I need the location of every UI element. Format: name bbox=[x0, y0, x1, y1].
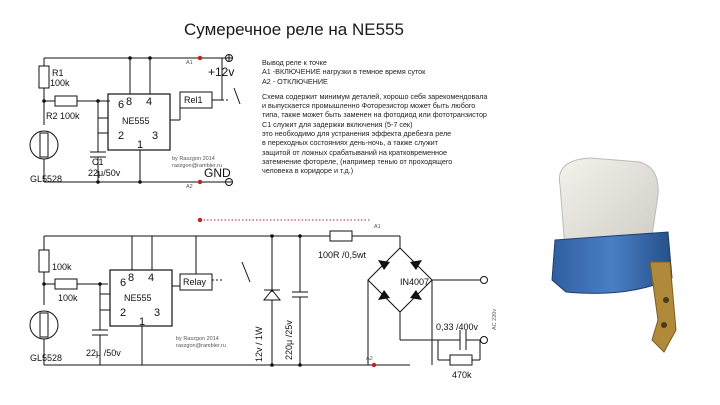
note-line: это необходимо для устранения эффекта дребезга реле bbox=[262, 129, 452, 139]
pin-label: 3 bbox=[154, 307, 161, 319]
note-line: A1 -ВКЛЮЧЕНИЕ нагрузки в темное время суток bbox=[262, 67, 426, 77]
a1-label-bottom: A1 bbox=[374, 224, 381, 230]
pin-label: 6 bbox=[118, 99, 125, 111]
note-line: C1 служит для задержки включения (5-7 сек) bbox=[262, 119, 413, 129]
credit-top-1: by Raszgon 2014 bbox=[172, 156, 215, 162]
pin-label: 8 bbox=[128, 272, 135, 284]
pin-label: 2 bbox=[118, 130, 125, 142]
res-100r-label: 100R /0,5wt bbox=[318, 250, 367, 260]
a1-label-top: A1 bbox=[186, 60, 193, 66]
gnd-label: GND bbox=[204, 166, 231, 180]
credit-bottom-1: by Raszgon 2014 bbox=[176, 336, 219, 342]
note-line: A2 - ОТКЛЮЧЕНИЕ bbox=[262, 76, 328, 86]
c1-label: C1 bbox=[92, 157, 104, 167]
note-line: и выпускается промышленно Фоторезистор может быть любого bbox=[262, 101, 476, 111]
photo-label-bottom: GL5528 bbox=[30, 353, 63, 363]
c1-value: 22μ/50v bbox=[88, 168, 121, 178]
r1-label: R1 bbox=[52, 68, 64, 78]
chip-name-top: NE555 bbox=[122, 116, 150, 126]
credit-top-2: raszgon@rambler.ru bbox=[172, 163, 222, 169]
chip-name-bottom: NE555 bbox=[124, 293, 152, 303]
zener-label: 12v / 1W bbox=[254, 326, 264, 362]
photo-label-top: GL5528 bbox=[30, 174, 63, 184]
page-title: Сумеречное реле на NE555 bbox=[184, 20, 404, 39]
note-line: затемнение фотореле, (например тенью от проходящего bbox=[262, 156, 453, 166]
ac-res-label: 470k bbox=[452, 370, 472, 380]
bridge-label: IN4007 bbox=[400, 277, 430, 287]
r1-value: 100k bbox=[50, 78, 70, 88]
pin-label: 4 bbox=[148, 272, 155, 284]
pin-label: 2 bbox=[120, 307, 127, 319]
relay-label-bottom: Relay bbox=[183, 277, 207, 287]
r2-label: R2 100k bbox=[46, 111, 80, 121]
note-line: человека в коридоре и т.д.) bbox=[262, 166, 354, 176]
note-line: в переходных состояниях день-ночь, а также служит bbox=[262, 138, 438, 148]
note-line: типа, также может быть заменен на фотодиод или фототранзистор bbox=[262, 110, 487, 120]
note-line: Вывод реле к точке bbox=[262, 58, 327, 67]
credit-bottom-2: raszgon@rambler.ru bbox=[176, 343, 226, 349]
pin-label: 3 bbox=[152, 130, 159, 142]
pin-label: 4 bbox=[146, 96, 153, 108]
pin-label: 1 bbox=[137, 139, 144, 151]
cap-220u-label: 220μ /25v bbox=[284, 320, 294, 360]
c1-value-bottom: 22μ /50v bbox=[86, 348, 121, 358]
pin-label: 6 bbox=[120, 277, 127, 289]
pin-label: 1 bbox=[139, 316, 146, 328]
note-line: Схема содержит минимум деталей, хорошо себя зарекомендовала bbox=[262, 91, 488, 101]
a2-label-bottom: A2 bbox=[366, 356, 373, 362]
note-line: защитой от ложных срабатываний на кратковременное bbox=[262, 147, 448, 157]
relay-label-top: Rel1 bbox=[184, 95, 203, 105]
ac-label: AC 220v bbox=[492, 308, 498, 330]
a2-label-top: A2 bbox=[186, 184, 193, 190]
pin-label: 8 bbox=[126, 96, 133, 108]
supply-label: +12v bbox=[208, 65, 235, 79]
r1-value-bottom: 100k bbox=[52, 262, 72, 272]
r2-value-bottom: 100k bbox=[58, 293, 78, 303]
ac-cap-label: 0,33 /400v bbox=[436, 322, 479, 332]
